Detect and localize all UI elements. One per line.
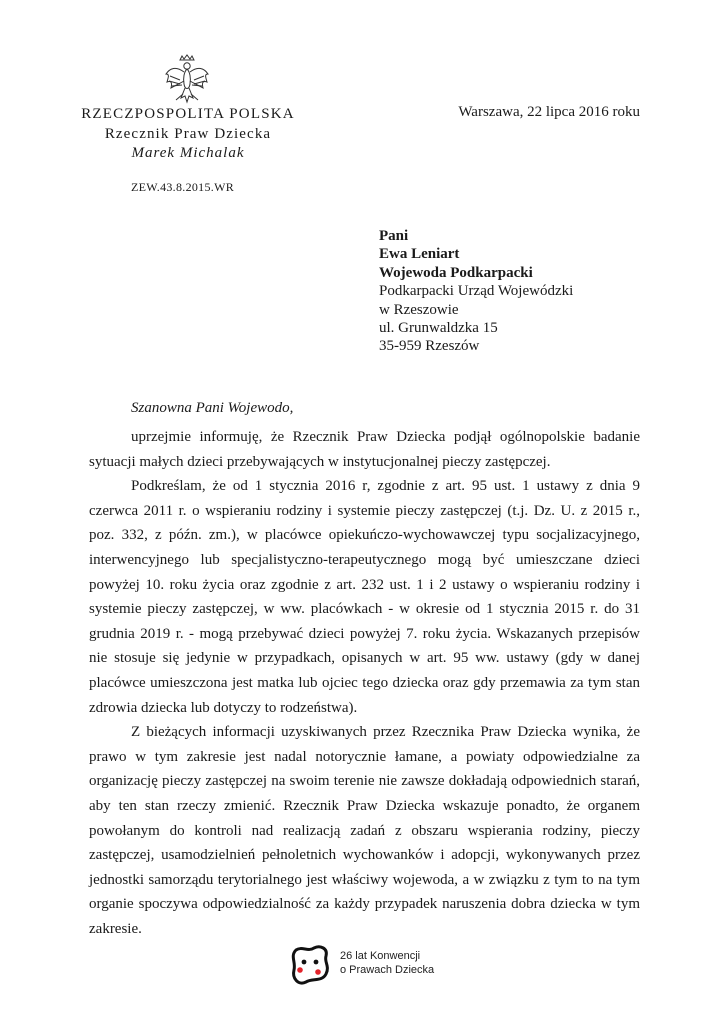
footer-line-1: 26 lat Konwencji	[340, 950, 421, 962]
recipient-address	[379, 227, 573, 356]
letterhead-country: RZECZPOSPOLITA POLSKA	[81, 106, 295, 122]
paragraph-1: uprzejmie informuję, że Rzecznik Praw Dziecka podjął ogólnopolskie badanie sytuacji małych dzieci przebywających w instytucjonalnej pieczy zastępczej.	[89, 429, 640, 470]
letterhead-office: Rzecznik Praw Dziecka	[104, 126, 272, 142]
date-line: Warszawa, 22 lipca 2016 roku	[458, 104, 640, 120]
footer-caption	[340, 949, 434, 977]
child-face-logo-icon	[288, 942, 332, 986]
recipient-institution: Podkarpacki Urząd Wojewódzki	[379, 283, 574, 300]
recipient-street: ul. Grunwaldzka 15	[379, 320, 498, 337]
reference-number: ZEW.43.8.2015.WR	[131, 180, 235, 194]
greeting: Szanowna Pani Wojewodo,	[131, 400, 294, 416]
paragraph-2: Podkreślam, że od 1 stycznia 2016 r, zgodnie z art. 95 ust. 1 ustawy z dnia 9 czerwca 2011 r. o wspieraniu rodziny i systemie pieczy zastępczej (t.j. Dz. U. z 2015 r., poz. 332, z późn. zm.), w placówce opiekuńczo-wychowawczej typu socjalizacyjnego, interwencyjnego lub specjalistyczno-terapeutycznego mogą być umieszczane dzieci powyżej 10. roku życia oraz zgodnie z art. 232 ust. 1 i 2 ustawy o wspieraniu rodziny i systemie pieczy zastępczej, w ww. placówkach - w okresie od 1 stycznia 2015 r. do 31 grudnia 2019 r. - mogą przebywać dzieci powyżej 7. roku życia. Wskazanych przepisów nie stosuje się jedynie w przypadkach, opisanych w art. 95 ww. ustawy (gdy w danej placówce umieszczona jest matka lub ojciec tego dziecka oraz gdy przemawia za tym stan zdrowia dziecka lub dotyczy to rodzeństwa).	[89, 478, 640, 716]
recipient-name: Ewa Leniart	[379, 246, 460, 263]
recipient-position: Wojewoda Podkarpacki	[379, 264, 533, 281]
recipient-city: w Rzeszowie	[379, 301, 459, 318]
letterhead-person: Marek Michalak	[131, 145, 245, 161]
footer-line-2: o Prawach Dziecka	[340, 964, 435, 976]
polish-eagle-emblem-icon	[164, 54, 210, 106]
recipient-title: Pani	[379, 228, 409, 244]
recipient-postal: 35-959 Rzeszów	[379, 338, 480, 355]
letter-body	[89, 425, 640, 941]
paragraph-3: Z bieżących informacji uzyskiwanych przez Rzecznika Praw Dziecka wynika, że prawo w tym zakresie jest nadal notorycznie łamane, a powiaty odpowiedzialne za organizację pieczy zastępczej na swoim terenie nie zawsze dokładają odpowiednich starań, aby ten stan rzeczy zmienić. Rzecznik Praw Dziecka wskazuje ponadto, że organem powołanym do kontroli nad realizacją zadań z obszaru wspierania rodziny, pieczy zastępczej, usamodzielnień pełnoletnich wychowanków i adopcji, wykonywanych przez jednostki samorządu terytorialnego jest właściwy wojewoda, a w związku z tym to na tym organie spoczywa odpowiedzialność za każdy przypadek naruszenia dobra dziecka w tym zakresie.	[89, 724, 640, 937]
